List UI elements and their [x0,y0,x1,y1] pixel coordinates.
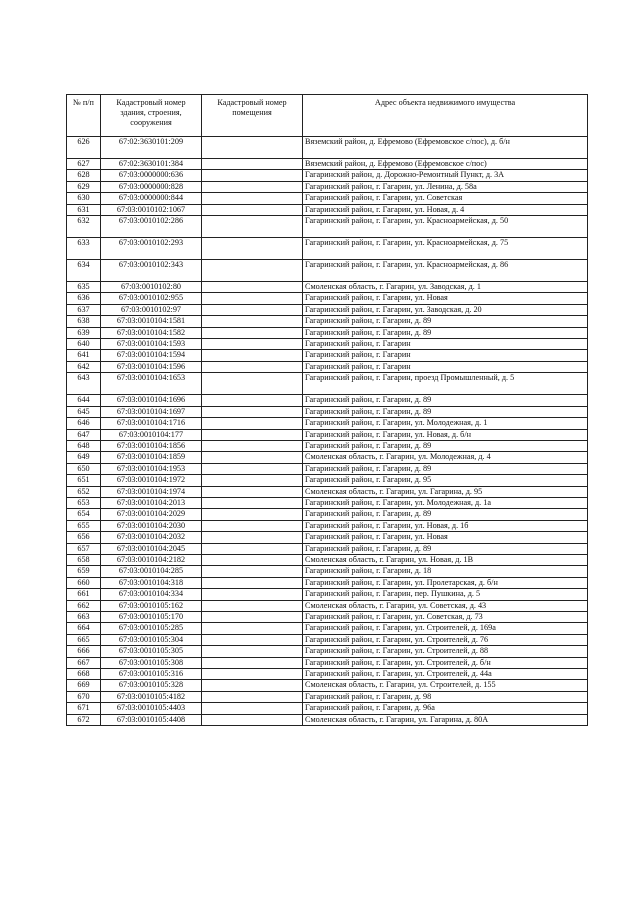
premises-cadastral-number [202,634,303,645]
premises-cadastral-number [202,193,303,204]
table-row [67,406,588,417]
premises-cadastral-number [202,293,303,304]
table-row [67,669,588,680]
row-number: 632 [67,216,101,238]
table-row [67,703,588,714]
premises-cadastral-number [202,646,303,657]
building-cadastral-number: 67:03:0010104:2045 [101,543,202,554]
property-address: Гагаринский район, г. Гагарин, д. 98 [303,691,588,702]
table-row [67,589,588,600]
property-address: Гагаринский район, г. Гагарин, ул. Молодежная, д. 1а [303,497,588,508]
building-cadastral-number: 67:03:0010104:285 [101,566,202,577]
premises-cadastral-number [202,429,303,440]
row-number: 626 [67,137,101,159]
premises-cadastral-number [202,497,303,508]
table-row [67,532,588,543]
premises-cadastral-number [202,137,303,159]
table-row [67,520,588,531]
property-address: Смоленская область, г. Гагарин, ул. Строителей, д. 155 [303,680,588,691]
row-number: 646 [67,418,101,429]
row-number: 644 [67,395,101,406]
premises-cadastral-number [202,181,303,192]
premises-cadastral-number [202,373,303,395]
property-address: Гагаринский район, г. Гагарин, ул. Советская, д. 73 [303,612,588,623]
building-cadastral-number: 67:03:0010104:177 [101,429,202,440]
premises-cadastral-number [202,703,303,714]
building-cadastral-number: 67:03:0010105:316 [101,669,202,680]
building-cadastral-number: 67:03:0010104:1856 [101,440,202,451]
row-number: 668 [67,669,101,680]
table-row [67,361,588,372]
table-row [67,623,588,634]
row-number: 658 [67,554,101,565]
property-address: Гагаринский район, г. Гагарин, проезд Промышленный, д. 5 [303,373,588,395]
table-row [67,193,588,204]
building-cadastral-number: 67:03:0010102:955 [101,293,202,304]
property-address: Вяземский район, д. Ефремово (Ефремовское с/пос) [303,159,588,170]
row-number: 669 [67,680,101,691]
table-row [67,260,588,282]
table-row [67,646,588,657]
row-number: 642 [67,361,101,372]
property-address: Гагаринский район, г. Гагарин [303,350,588,361]
table-row [67,293,588,304]
building-cadastral-number: 67:03:0010102:293 [101,238,202,260]
header-premises-cadastral: Кадастровый номер помещения [202,95,303,137]
property-address: Гагаринский район, г. Гагарин [303,361,588,372]
property-address: Смоленская область, г. Гагарин, ул. Гагарина, д. 95 [303,486,588,497]
row-number: 652 [67,486,101,497]
building-cadastral-number: 67:02:3630101:384 [101,159,202,170]
row-number: 660 [67,577,101,588]
property-address: Гагаринский район, г. Гагарин, ул. Новая [303,293,588,304]
premises-cadastral-number [202,589,303,600]
row-number: 630 [67,193,101,204]
property-address: Гагаринский район, г. Гагарин [303,339,588,350]
building-cadastral-number: 67:03:0000000:828 [101,181,202,192]
row-number: 628 [67,170,101,181]
row-number: 654 [67,509,101,520]
table-row [67,181,588,192]
table-row [67,282,588,293]
building-cadastral-number: 67:03:0010105:328 [101,680,202,691]
building-cadastral-number: 67:03:0010105:285 [101,623,202,634]
premises-cadastral-number [202,509,303,520]
property-address: Гагаринский район, г. Гагарин, ул. Строителей, д. 88 [303,646,588,657]
table-row [67,680,588,691]
property-address: Гагаринский район, г. Гагарин, ул. Строителей, д. 44а [303,669,588,680]
property-address: Гагаринский район, г. Гагарин, ул. Молодежная, д. 1 [303,418,588,429]
row-number: 638 [67,316,101,327]
building-cadastral-number: 67:03:0010104:1859 [101,452,202,463]
row-number: 670 [67,691,101,702]
property-address: Гагаринский район, г. Гагарин, ул. Заводская, д. 20 [303,304,588,315]
building-cadastral-number: 67:03:0010104:1697 [101,406,202,417]
property-address: Смоленская область, г. Гагарин, ул. Советская, д. 43 [303,600,588,611]
row-number: 664 [67,623,101,634]
property-address: Гагаринский район, д. Дорожно-Ремонтный Пункт, д. 3А [303,170,588,181]
row-number: 641 [67,350,101,361]
table-row [67,577,588,588]
premises-cadastral-number [202,566,303,577]
building-cadastral-number: 67:03:0010104:318 [101,577,202,588]
premises-cadastral-number [202,669,303,680]
table-row [67,600,588,611]
property-address: Гагаринский район, г. Гагарин, ул. Пролетарская, д. б/н [303,577,588,588]
premises-cadastral-number [202,339,303,350]
row-number: 662 [67,600,101,611]
premises-cadastral-number [202,486,303,497]
premises-cadastral-number [202,543,303,554]
property-address: Гагаринский район, г. Гагарин, д. 89 [303,327,588,338]
premises-cadastral-number [202,350,303,361]
table-row [67,691,588,702]
table-row [67,543,588,554]
building-cadastral-number: 67:03:0010104:2013 [101,497,202,508]
row-number: 671 [67,703,101,714]
premises-cadastral-number [202,316,303,327]
building-cadastral-number: 67:03:0010102:80 [101,282,202,293]
row-number: 633 [67,238,101,260]
building-cadastral-number: 67:03:0010104:1716 [101,418,202,429]
building-cadastral-number: 67:03:0010104:2182 [101,554,202,565]
property-address: Гагаринский район, г. Гагарин, д. 89 [303,543,588,554]
property-address: Гагаринский район, г. Гагарин, ул. Ленина, д. 58а [303,181,588,192]
building-cadastral-number: 67:03:0010102:97 [101,304,202,315]
property-address: Гагаринский район, г. Гагарин, пер. Пушкина, д. 5 [303,589,588,600]
table-row [67,373,588,395]
row-number: 663 [67,612,101,623]
table-row [67,554,588,565]
table-row [67,418,588,429]
building-cadastral-number: 67:03:0010104:2032 [101,532,202,543]
table-row [67,238,588,260]
building-cadastral-number: 67:03:0010105:4182 [101,691,202,702]
property-address: Гагаринский район, г. Гагарин, ул. Советская [303,193,588,204]
property-address: Гагаринский район, г. Гагарин, ул. Новая, д. 4 [303,204,588,215]
building-cadastral-number: 67:03:0010104:2030 [101,520,202,531]
premises-cadastral-number [202,204,303,215]
table-row [67,612,588,623]
row-number: 645 [67,406,101,417]
building-cadastral-number: 67:03:0010104:2029 [101,509,202,520]
premises-cadastral-number [202,260,303,282]
table-row [67,204,588,215]
premises-cadastral-number [202,238,303,260]
table-row [67,452,588,463]
building-cadastral-number: 67:03:0010104:1653 [101,373,202,395]
property-address: Смоленская область, г. Гагарин, ул. Гагарина, д. 80А [303,714,588,725]
table-row [67,566,588,577]
premises-cadastral-number [202,440,303,451]
premises-cadastral-number [202,577,303,588]
row-number: 661 [67,589,101,600]
premises-cadastral-number [202,282,303,293]
table-row [67,657,588,668]
premises-cadastral-number [202,361,303,372]
property-address: Гагаринский район, г. Гагарин, д. 89 [303,440,588,451]
row-number: 631 [67,204,101,215]
building-cadastral-number: 67:03:0010105:4408 [101,714,202,725]
property-address: Смоленская область, г. Гагарин, ул. Новая, д. 1В [303,554,588,565]
table-row [67,170,588,181]
building-cadastral-number: 67:03:0010102:343 [101,260,202,282]
row-number: 657 [67,543,101,554]
table-row [67,304,588,315]
premises-cadastral-number [202,216,303,238]
premises-cadastral-number [202,520,303,531]
table-row [67,316,588,327]
table-row [67,463,588,474]
row-number: 643 [67,373,101,395]
table-row [67,440,588,451]
table-row [67,339,588,350]
table-row [67,714,588,725]
table-row [67,350,588,361]
property-address: Гагаринский район, г. Гагарин, ул. Новая, д. б/н [303,429,588,440]
property-address: Гагаринский район, г. Гагарин, ул. Новая [303,532,588,543]
premises-cadastral-number [202,463,303,474]
row-number: 649 [67,452,101,463]
table-row [67,395,588,406]
building-cadastral-number: 67:03:0000000:844 [101,193,202,204]
row-number: 639 [67,327,101,338]
building-cadastral-number: 67:03:0010104:1594 [101,350,202,361]
property-address: Гагаринский район, г. Гагарин, д. 89 [303,509,588,520]
premises-cadastral-number [202,714,303,725]
table-row [67,475,588,486]
row-number: 647 [67,429,101,440]
row-number: 650 [67,463,101,474]
header-address: Адрес объекта недвижимого имущества [303,95,588,137]
row-number: 648 [67,440,101,451]
premises-cadastral-number [202,418,303,429]
building-cadastral-number: 67:02:3630101:209 [101,137,202,159]
building-cadastral-number: 67:03:0010105:162 [101,600,202,611]
building-cadastral-number: 67:03:0000000:636 [101,170,202,181]
premises-cadastral-number [202,600,303,611]
building-cadastral-number: 67:03:0010104:1593 [101,339,202,350]
building-cadastral-number: 67:03:0010105:305 [101,646,202,657]
premises-cadastral-number [202,475,303,486]
table-row [67,216,588,238]
premises-cadastral-number [202,657,303,668]
building-cadastral-number: 67:03:0010104:1972 [101,475,202,486]
property-address: Гагаринский район, г. Гагарин, ул. Строителей, д. 76 [303,634,588,645]
property-address: Гагаринский район, г. Гагарин, д. 96а [303,703,588,714]
table-row [67,486,588,497]
property-address: Гагаринский район, г. Гагарин, д. 89 [303,463,588,474]
premises-cadastral-number [202,691,303,702]
property-address: Смоленская область, г. Гагарин, ул. Заводская, д. 1 [303,282,588,293]
property-registry-table [66,94,588,726]
property-address: Гагаринский район, г. Гагарин, д. 89 [303,316,588,327]
premises-cadastral-number [202,159,303,170]
row-number: 656 [67,532,101,543]
building-cadastral-number: 67:03:0010104:1581 [101,316,202,327]
property-address: Гагаринский район, г. Гагарин, д. 18 [303,566,588,577]
table-row [67,429,588,440]
building-cadastral-number: 67:03:0010104:1974 [101,486,202,497]
property-address: Гагаринский район, г. Гагарин, ул. Строителей, д. 169а [303,623,588,634]
premises-cadastral-number [202,612,303,623]
table-row [67,634,588,645]
row-number: 655 [67,520,101,531]
row-number: 634 [67,260,101,282]
property-address: Гагаринский район, г. Гагарин, д. 95 [303,475,588,486]
premises-cadastral-number [202,554,303,565]
building-cadastral-number: 67:03:0010102:286 [101,216,202,238]
row-number: 640 [67,339,101,350]
table-row [67,159,588,170]
building-cadastral-number: 67:03:0010104:1596 [101,361,202,372]
property-address: Гагаринский район, г. Гагарин, д. 89 [303,395,588,406]
building-cadastral-number: 67:03:0010104:1953 [101,463,202,474]
table-row [67,327,588,338]
row-number: 667 [67,657,101,668]
premises-cadastral-number [202,327,303,338]
row-number: 659 [67,566,101,577]
premises-cadastral-number [202,395,303,406]
premises-cadastral-number [202,452,303,463]
row-number: 629 [67,181,101,192]
building-cadastral-number: 67:03:0010104:334 [101,589,202,600]
building-cadastral-number: 67:03:0010105:170 [101,612,202,623]
row-number: 653 [67,497,101,508]
premises-cadastral-number [202,304,303,315]
row-number: 637 [67,304,101,315]
building-cadastral-number: 67:03:0010105:304 [101,634,202,645]
property-address: Гагаринский район, г. Гагарин, ул. Строителей, д. б/н [303,657,588,668]
building-cadastral-number: 67:03:0010105:308 [101,657,202,668]
table-row [67,497,588,508]
property-address: Гагаринский район, г. Гагарин, д. 89 [303,406,588,417]
property-address: Гагаринский район, г. Гагарин, ул. Красноармейская, д. 75 [303,238,588,260]
property-address: Вяземский район, д. Ефремово (Ефремовское с/пос), д. б/н [303,137,588,159]
building-cadastral-number: 67:03:0010104:1696 [101,395,202,406]
row-number: 636 [67,293,101,304]
row-number: 666 [67,646,101,657]
building-cadastral-number: 67:03:0010102:1067 [101,204,202,215]
property-address: Гагаринский район, г. Гагарин, ул. Красноармейская, д. 50 [303,216,588,238]
row-number: 635 [67,282,101,293]
property-address: Гагаринский район, г. Гагарин, ул. Новая, д. 1б [303,520,588,531]
table-row [67,509,588,520]
property-address: Гагаринский район, г. Гагарин, ул. Красноармейская, д. 86 [303,260,588,282]
premises-cadastral-number [202,623,303,634]
row-number: 672 [67,714,101,725]
header-building-cadastral: Кадастровый номер здания, строения, сооружения [101,95,202,137]
premises-cadastral-number [202,532,303,543]
premises-cadastral-number [202,680,303,691]
table-body [67,137,588,726]
building-cadastral-number: 67:03:0010104:1582 [101,327,202,338]
premises-cadastral-number [202,406,303,417]
table-row [67,137,588,159]
table-header-row [67,95,588,137]
building-cadastral-number: 67:03:0010105:4403 [101,703,202,714]
premises-cadastral-number [202,170,303,181]
header-number: № п/п [67,95,101,137]
row-number: 627 [67,159,101,170]
property-address: Смоленская область, г. Гагарин, ул. Молодежная, д. 4 [303,452,588,463]
row-number: 665 [67,634,101,645]
row-number: 651 [67,475,101,486]
